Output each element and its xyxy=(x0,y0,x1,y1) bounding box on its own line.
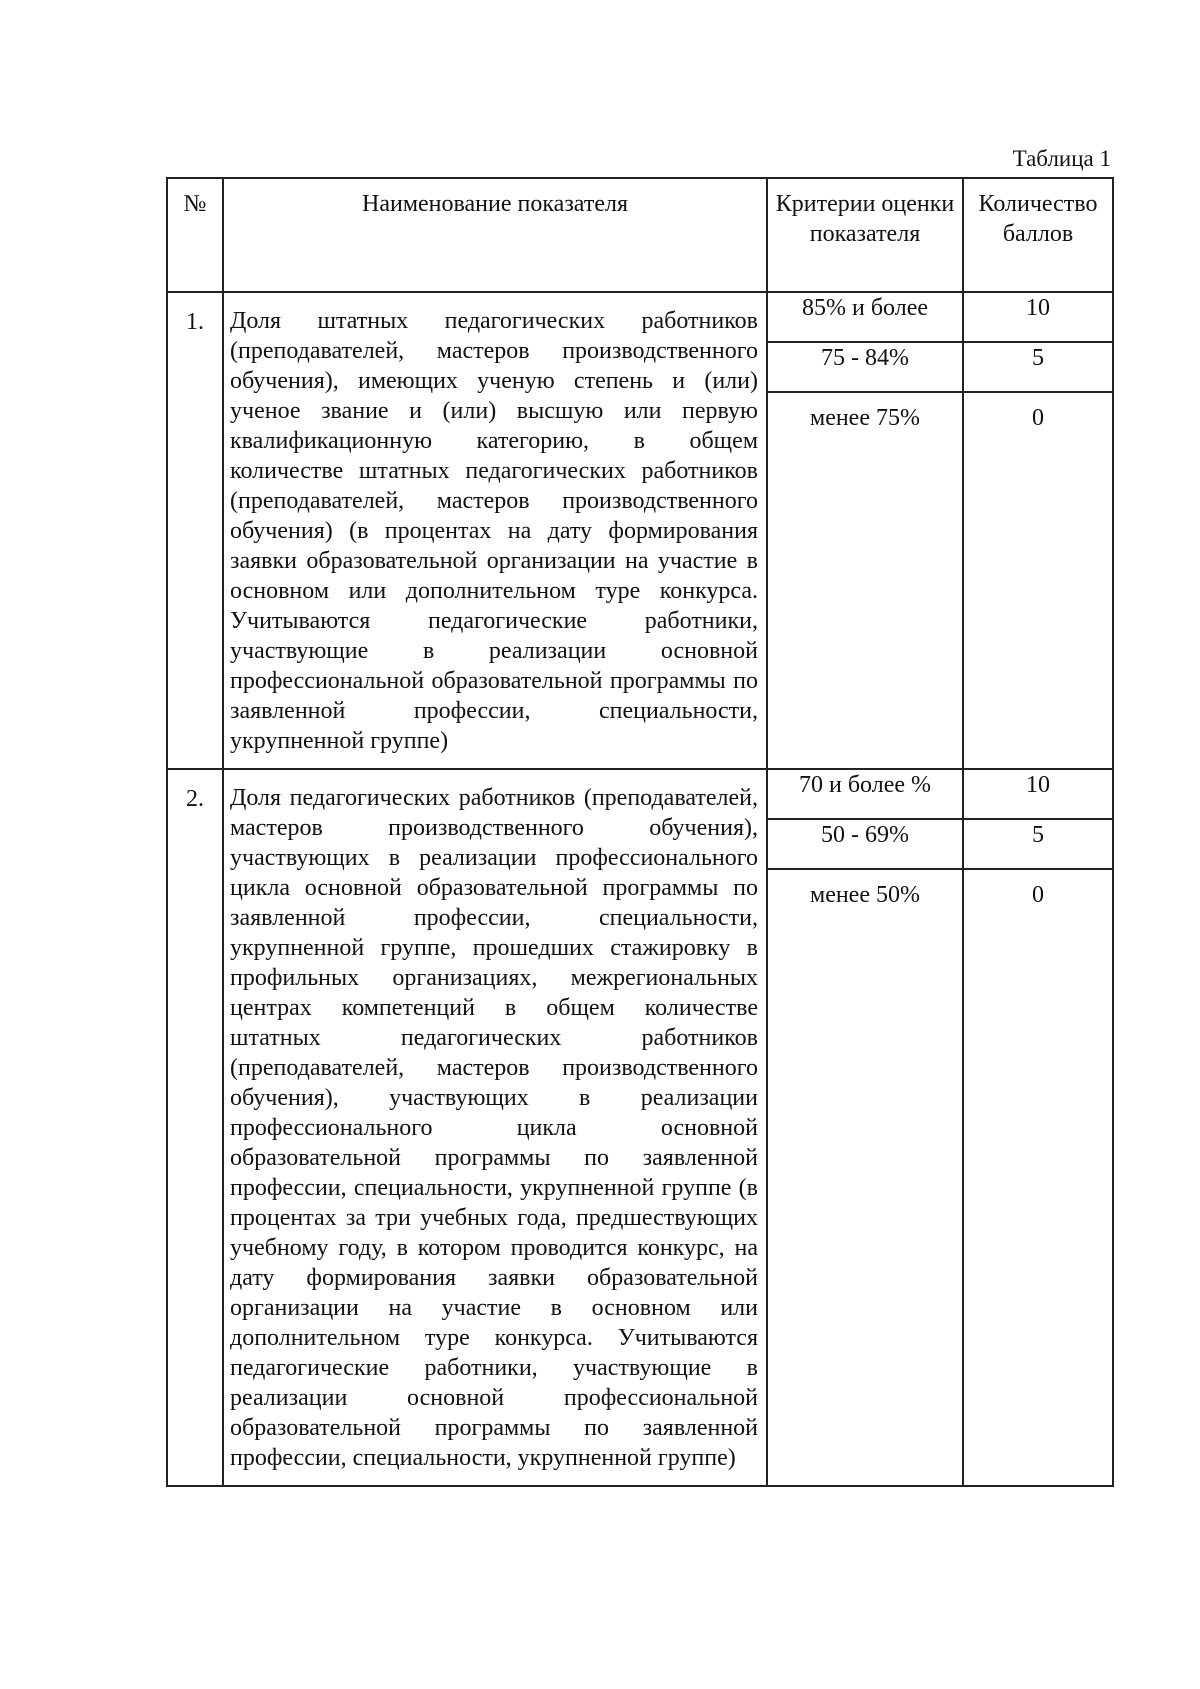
row-number: 1. xyxy=(167,292,223,769)
criterion-score: 0 xyxy=(963,869,1113,1486)
criterion-label: менее 50% xyxy=(767,869,963,1486)
indicator-description: Доля штатных педагогических работников (преподавателей, мастеров производственного обучения), имеющих ученую степень и (или) ученое звание и (или) высшую или первую квалификационную категорию, в общем количестве штатных педагогических работников (преподавателей, мастеров производственного обучения) (в процентах на дату формирования заявки образовательной организации на участие в основном или дополнительном туре конкурса. Учитываются педагогические работники, участвующие в реализации основной профессиональной образовательной программы по заявленной профессии, специальности, укрупненной группе) xyxy=(223,292,767,769)
row-number: 2. xyxy=(167,769,223,1486)
table-header-row xyxy=(167,178,1113,292)
table-caption: Таблица 1 xyxy=(1012,146,1111,171)
criterion-score: 5 xyxy=(963,342,1113,392)
criterion-score: 10 xyxy=(963,292,1113,342)
criterion-label: 75 - 84% xyxy=(767,342,963,392)
header-num: № xyxy=(167,178,223,292)
criterion-score: 5 xyxy=(963,819,1113,869)
criterion-score: 0 xyxy=(963,392,1113,769)
criterion-label: менее 75% xyxy=(767,392,963,769)
criterion-label: 50 - 69% xyxy=(767,819,963,869)
header-criteria: Критерии оценки показателя xyxy=(767,178,963,292)
criterion-label: 70 и более % xyxy=(767,769,963,819)
criterion-label: 85% и более xyxy=(767,292,963,342)
header-score: Количество баллов xyxy=(963,178,1113,292)
indicators-table xyxy=(166,177,1114,1487)
criterion-score: 10 xyxy=(963,769,1113,819)
table-row xyxy=(167,292,1113,342)
header-name: Наименование показателя xyxy=(223,178,767,292)
indicator-description: Доля педагогических работников (преподавателей, мастеров производственного обучения), участвующих в реализации профессионального цикла основной образовательной программы по заявленной профессии, специальности, укрупненной группе, прошедших стажировку в профильных организациях, межрегиональных центрах компетенций в общем количестве штатных педагогических работников (преподавателей, мастеров производственного обучения), участвующих в реализации профессионального цикла основной образовательной программы по заявленной профессии, специальности, укрупненной группе (в процентах за три учебных года, предшествующих учебному году, в котором проводится конкурс, на дату формирования заявки образовательной организации на участие в основном или дополнительном туре конкурса. Учитываются педагогические работники, участвующие в реализации основной профессиональной образовательной программы по заявленной профессии, специальности, укрупненной группе) xyxy=(223,769,767,1486)
table-row xyxy=(167,769,1113,819)
